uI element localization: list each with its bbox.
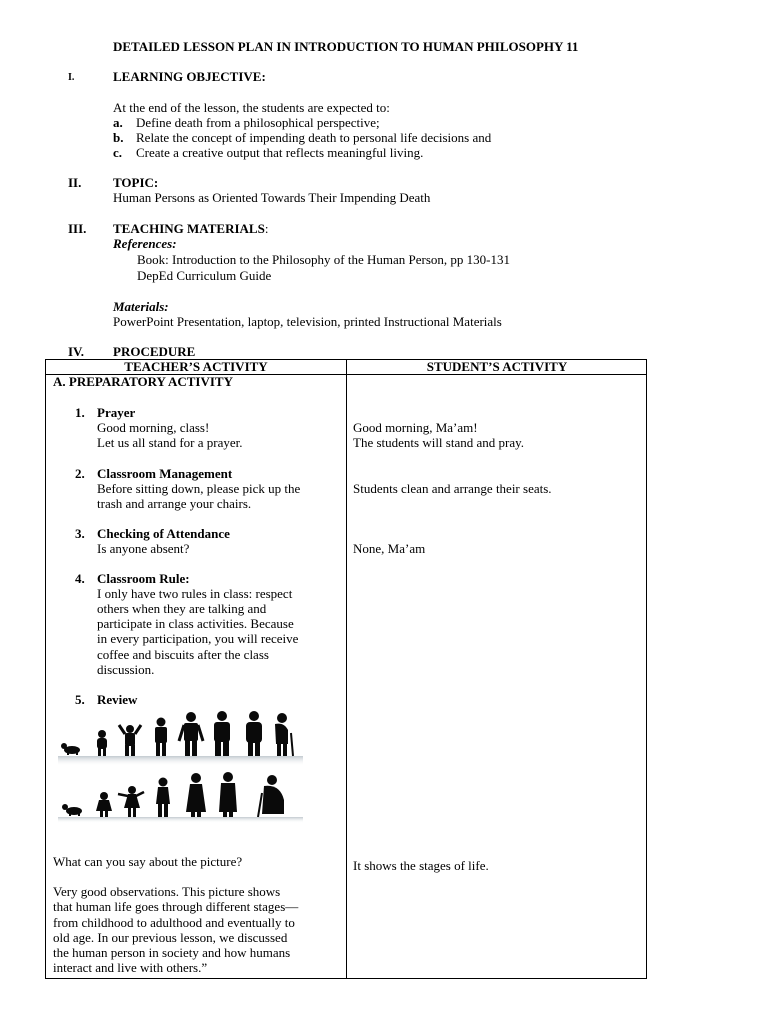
objective-mark-a: a. xyxy=(113,115,123,130)
review-student-answer: It shows the stages of life. xyxy=(353,858,489,873)
objective-heading: LEARNING OBJECTIVE: xyxy=(113,69,266,84)
preparatory-activity-heading: A. PREPARATORY ACTIVITY xyxy=(53,374,233,389)
section-number-2: II. xyxy=(68,175,82,190)
objective-item-c: Create a creative output that reflects meaningful living. xyxy=(136,145,424,160)
step-5-number: 5. xyxy=(75,692,85,707)
objective-mark-b: b. xyxy=(113,130,124,145)
closing-line: interact and live with others.” xyxy=(53,960,208,975)
step-1-student: Good morning, Ma’am! xyxy=(353,420,478,435)
step-1-number: 1. xyxy=(75,405,85,420)
row-1-reflection xyxy=(58,756,303,766)
step-4-line: I only have two rules in class: respect xyxy=(97,586,293,601)
reference-curriculum: DepEd Curriculum Guide xyxy=(137,268,272,283)
procedure-table xyxy=(45,359,647,979)
step-4-line: participate in class activities. Because xyxy=(97,616,294,631)
step-4-line: coffee and biscuits after the class xyxy=(97,647,269,662)
table-column-divider xyxy=(346,360,347,978)
materials-text: PowerPoint Presentation, laptop, television, printed Instructional Materials xyxy=(113,314,502,329)
materials-heading: TEACHING MATERIALS xyxy=(113,221,265,236)
row-1-silhouettes xyxy=(61,711,293,756)
objective-mark-c: c. xyxy=(113,145,123,160)
section-number-4: IV. xyxy=(68,344,85,359)
reference-book: Book: Introduction to the Philosophy of the Human Person, pp 130-131 xyxy=(137,252,511,267)
closing-line: the human person in society and how humans xyxy=(53,945,291,960)
step-1-student: The students will stand and pray. xyxy=(353,435,525,450)
step-4-line: discussion. xyxy=(97,662,155,677)
step-2-line: Before sitting down, please pick up the xyxy=(97,481,301,496)
topic-heading: TOPIC: xyxy=(113,175,159,190)
objective-item-a: Define death from a philosophical perspective; xyxy=(136,115,380,130)
step-3-line: Is anyone absent? xyxy=(97,541,190,556)
step-4-line: others when they are talking and xyxy=(97,601,267,616)
section-number-3: III. xyxy=(68,221,87,236)
closing-line: that human life goes through different stages— xyxy=(53,899,299,914)
section-number-1: I. xyxy=(68,72,75,83)
header-teacher-activity: TEACHER’S ACTIVITY xyxy=(124,359,268,374)
step-2-line: trash and arrange your chairs. xyxy=(97,496,252,511)
row-2-silhouettes xyxy=(62,772,284,817)
step-3-number: 3. xyxy=(75,526,85,541)
header-student-activity: STUDENT’S ACTIVITY xyxy=(426,359,568,374)
step-3-title: Checking of Attendance xyxy=(97,526,230,541)
step-2-number: 2. xyxy=(75,466,85,481)
step-2-student: Students clean and arrange their seats. xyxy=(353,481,552,496)
step-3-student: None, Ma’am xyxy=(353,541,426,556)
step-1-title: Prayer xyxy=(97,405,136,420)
objective-item-b: Relate the concept of impending death to personal life decisions and xyxy=(136,130,492,145)
materials-heading-colon: : xyxy=(264,221,269,236)
closing-line: Very good observations. This picture shows xyxy=(53,884,281,899)
review-question: What can you say about the picture? xyxy=(53,854,243,869)
step-4-number: 4. xyxy=(75,571,85,586)
step-5-title: Review xyxy=(97,692,138,707)
row-2-reflection xyxy=(58,817,303,823)
objective-intro: At the end of the lesson, the students are expected to: xyxy=(113,100,390,115)
topic-text: Human Persons as Oriented Towards Their Impending Death xyxy=(113,190,431,205)
step-1-line: Good morning, class! xyxy=(97,420,210,435)
step-4-line: in every participation, you will receive xyxy=(97,631,299,646)
step-4-title: Classroom Rule: xyxy=(97,571,190,586)
step-1-line: Let us all stand for a prayer. xyxy=(97,435,243,450)
procedure-heading: PROCEDURE xyxy=(113,344,196,359)
closing-line: old age. In our previous lesson, we discussed xyxy=(53,930,288,945)
references-label: References: xyxy=(113,236,177,251)
stages-of-life-image xyxy=(58,708,328,823)
step-2-title: Classroom Management xyxy=(97,466,233,481)
page-title: DETAILED LESSON PLAN IN INTRODUCTION TO HUMAN PHILOSOPHY 11 xyxy=(113,39,579,54)
materials-label: Materials: xyxy=(113,299,169,314)
materials-heading-line xyxy=(113,221,268,236)
closing-line: from childhood to adulthood and eventually to xyxy=(53,915,295,930)
